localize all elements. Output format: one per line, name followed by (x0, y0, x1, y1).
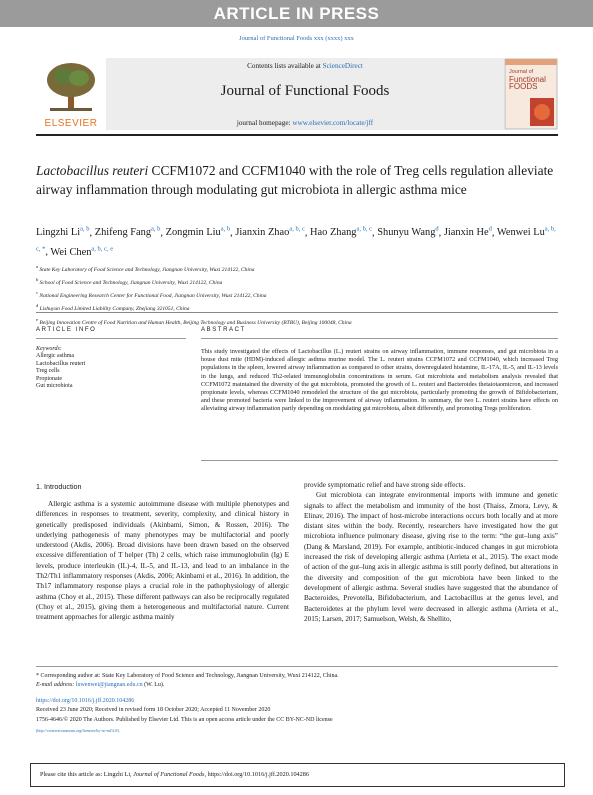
license-statement: 1756-4646/© 2020 The Authors. Published by Elsevier Ltd. This is an open access article under the CC BY-NC-ND license (36, 717, 333, 723)
homepage-prefix: journal homepage: (236, 119, 293, 127)
author-name-text: Wei Chen (50, 246, 92, 258)
citation-journal: Journal of Functional Foods (133, 771, 205, 778)
masthead-divider (36, 134, 558, 136)
abstract-heading: ABSTRACT (201, 327, 246, 333)
author-name[interactable] (377, 227, 438, 238)
journal-title: Journal of Functional Foods (220, 83, 390, 99)
citation-text (40, 771, 309, 778)
homepage-link[interactable]: www.elsevier.com/locate/jff (292, 119, 374, 127)
keyword: Allergic asthma (36, 353, 75, 360)
author-affiliation-marker[interactable]: a, b, c, * (36, 226, 556, 253)
corresponding-author-footnote (36, 672, 558, 690)
author-name-text: Hao Zhang (310, 227, 357, 239)
author-affiliation-marker[interactable]: d (488, 226, 492, 233)
affiliation-marker: e (36, 316, 39, 322)
keywords-block (36, 346, 186, 390)
author-affiliation-marker[interactable]: a, b, c (289, 226, 305, 233)
affiliation (36, 275, 556, 288)
keywords-label: Keywords: (36, 346, 62, 352)
title-rest: CCFM1072 and CCFM1040 with the role of Treg cells regulation alleviate airway inflammation through modulating gut microbiota in allergic asthma mice (36, 163, 554, 197)
affiliation-marker: b (36, 277, 39, 283)
author-name-text: Shunyu Wang (377, 227, 436, 239)
affiliation (36, 315, 556, 328)
header-divider (36, 312, 558, 313)
affiliation (36, 262, 556, 275)
keyword: Propionate (36, 375, 62, 382)
author-affiliation-marker[interactable]: a, b (220, 226, 231, 233)
keyword: Lactobacillus reuteri (36, 360, 86, 367)
affiliation-text: School of Food Science and Technology, Jiangnan University, Wuxi 214122, China (39, 279, 223, 286)
author-name-text: Zongmin Liu (165, 227, 221, 239)
license-link[interactable]: (http://creativecommons.org/licenses/by-nc-nd/4.0/). (36, 728, 121, 733)
journal-cover-image (504, 58, 558, 130)
author-affiliation-marker[interactable]: a, b, c, e (91, 245, 114, 253)
intro-paragraph-1: Allergic asthma is a systemic autoimmune disease with multiple phenotypes and differences in responses to treatment, severity, complexity, and clinical history in genetically predisposed individuals (Akinbami, Simon, & Rossen, 2016). The underlying pathogenesis of many phenotypes may be multifactorial and poorly understood (Akdis, 2006). Broad divisions have been drawn based on the observed excessive differentiation of T helper (Th) 2 cells, which raise immunoglobulin (Ig) E levels, produce interleukin (IL)-4, IL-5, and IL-13, and lead to an imbalance in the Th2/Th1 inflammatory responses (Akdis, 2006; Akinbami et al., 2016). In addition, the Th17 inflammatory response plays a crucial role in the pathophysiology of allergic asthma (Choy et al., 2015). These different pathways can also be reciprocally regulated (Choy et al., 2015), giving them a heterogeneous and multifactorial nature. Current treatment approaches for allergic asthma mainly (36, 500, 289, 622)
author-name-text: Lingzhi Li (36, 227, 81, 239)
author-name[interactable] (310, 227, 372, 238)
article-title (36, 161, 556, 199)
citation-prefix: Please cite this article as: Lingzhi Li, (40, 771, 134, 778)
abstract-bottom-rule (201, 460, 558, 461)
author-name-text: Wenwei Lu (496, 227, 545, 239)
author-affiliation-marker[interactable]: a, b (80, 226, 90, 233)
article-in-press-banner: ARTICLE IN PRESS (0, 0, 593, 27)
affiliation-marker: a (36, 264, 39, 269)
cover-line-2: Functional (509, 75, 546, 84)
author-list: Lingzhi Li$^{a, b}$, Zhifeng Fang$^{a, b}$, Zongmin Liu$^{a, b}$, Jianxin Zhao$^{a, b, c}$, Hao Zhang$^{a, b, c}$, Shunyu Wang$^d$, Jianxin He$^d$, Wenwei $Lu^{a, b, c, *}$, Wei Chen$^{a, b, c, e}$ (36, 226, 556, 258)
affiliation-marker: d (36, 303, 39, 309)
affiliation-text: Beijing Innovation Centre of Food Nutrition and Human Health, Beijing Technology and Business University (BTBU), Beijing 100048, China (39, 319, 352, 326)
author-affiliation-marker[interactable]: a, b, c (356, 226, 373, 233)
title-organism: Lactobacillus reuteri (36, 163, 149, 178)
affiliation-text: National Engineering Research Center for Functional Food, Jiangnan University, Wuxi 214122, China (39, 293, 267, 300)
corresponding-author-note: * Corresponding author at: State Key Laboratory of Food Science and Technology, Jiangnan University, Wuxi 214122, China. (36, 673, 339, 679)
body-column-right (304, 480, 558, 624)
author-name[interactable] (50, 247, 113, 258)
cover-line-3: FOODS (509, 82, 538, 91)
email-line (36, 681, 558, 690)
article-info-rule (36, 338, 186, 339)
introduction-heading: 1. Introduction (36, 482, 82, 491)
body-column-left (36, 499, 289, 623)
cover-title (509, 69, 546, 90)
author-name[interactable] (166, 227, 231, 238)
author-name[interactable] (235, 227, 305, 238)
intro-paragraph-1-end: provide symptomatic relief and have strong side effects. (304, 481, 466, 489)
author-name[interactable] (95, 227, 161, 238)
doi-link[interactable]: https://doi.org/10.1016/j.jff.2020.104286 (36, 698, 135, 704)
citation-suffix: , https://doi.org/10.1016/j.jff.2020.104286 (204, 771, 309, 778)
running-header: Journal of Functional Foods xxx (xxxx) xxx (239, 35, 354, 42)
keyword: Treg cells (36, 368, 60, 375)
email-label: E-mail address: (36, 681, 76, 688)
footnote-rule (36, 666, 558, 667)
email-suffix: (W. Lu). (142, 681, 165, 688)
author-affiliation-marker[interactable]: d (435, 226, 439, 233)
keyword: Gut microbiota (36, 383, 73, 390)
article-info-heading: ARTICLE INFO (36, 327, 97, 333)
author-name[interactable] (36, 227, 90, 238)
affiliation-text: State Key Laboratory of Food Science and Technology, Jiangnan University, Wuxi 214122, China (39, 266, 255, 273)
journal-homepage (108, 119, 502, 127)
publisher-name: ELSEVIER (44, 118, 98, 129)
contents-prefix: Contents lists available at (247, 62, 323, 70)
affiliation-marker: c (36, 290, 39, 296)
author-name-text: Jianxin He (443, 227, 489, 239)
email-link[interactable]: luwenwei@jiangnan.edu.cn (75, 681, 143, 688)
cover-line-1: Journal of (509, 69, 534, 75)
received-dates: Received 23 June 2020; Received in revised form 18 October 2020; Accepted 11 November 2020 (36, 707, 271, 713)
keyword-list (36, 353, 186, 390)
abstract-rule (201, 338, 558, 339)
affiliation-text: Lishuyun Food Limited Liability Company, Zhejiang 321051, China (39, 306, 190, 313)
affiliation-list (36, 262, 556, 328)
abstract-text: This study investigated the effects of Lactobacillus (L.) reuteri strains on airway inflammation, immune responses, and gut microbiota in a house dust mite (HDM)-induced allergic asthma murine model. The L. reuteri strains CCFM1072 and CCFM1040, which increased Treg populations in the spleen, lowered airway inflammation as compared to other strains, downregulated histamine, IL-17A, IL-5, and IL-13 levels in the lungs, and reduced Th2-related immunoglobulin concentrations in serum. Gut microbiota and metabolism analysis revealed that CCFM1072 maintained the diversity of the gut microbiota, promoted the growth of L. reuteri and Bacteroides thetaiotaomicron, and increased propionate levels, whereas CCFM1040 remodeled the structure of the gut microbiota, particularly promoting the growth of Bifidobacterium, and these promoted bacteria were linked to the improvement of airway inflammation. In summary, the two L. reuteri strains have effects on alleviating airway inflammation partly depending on modulating gut microbiota, albeit differently, and promoting Tregs proliferation. (201, 348, 558, 413)
author-name-text: Zhifeng Fang (94, 227, 152, 239)
author-name-text: Jianxin Zhao (235, 227, 290, 239)
affiliation (36, 288, 556, 301)
intro-paragraph-2: Gut microbiota can integrate environmental imports with immune and genetic signals to affect the metabolism and immunity of the host (Thaiss, Zmora, Levy, & Elinav, 2016). The impact of host-microbe interactions occurs both locally and at more distant sites within the body. Recently, researchers have investigated how the gut microbiota influence pulmonary disease, giving rise to the term: “the gut–lung axis” (Dang & Marsland, 2019). For example, antibiotic-induced changes in gut microbiota increased the risk of developing allergic asthma (Arrieta et al., 2015). The exact mode of action of the gut–lung axis in allergic asthma is still poorly defined, but alterations in the diversity and composition of the gut microbiota have been linked to the development of allergic asthma. Several studies have suggested that the abundance of Bacteroides, Prevotella, Bifidobacterium, and Lactobacillus at the genus level, and Bacteroidetes at the phylum level were decreased in allergic asthma (Arrieta et al., 2015; Larsen, 2017; Samuelson, Welsh, & Shellito, (304, 491, 558, 623)
author-affiliation-marker[interactable]: a, b (151, 226, 161, 233)
contents-line (108, 62, 502, 70)
author-name[interactable] (444, 227, 492, 238)
sciencedirect-link[interactable]: ScienceDirect (322, 62, 363, 70)
